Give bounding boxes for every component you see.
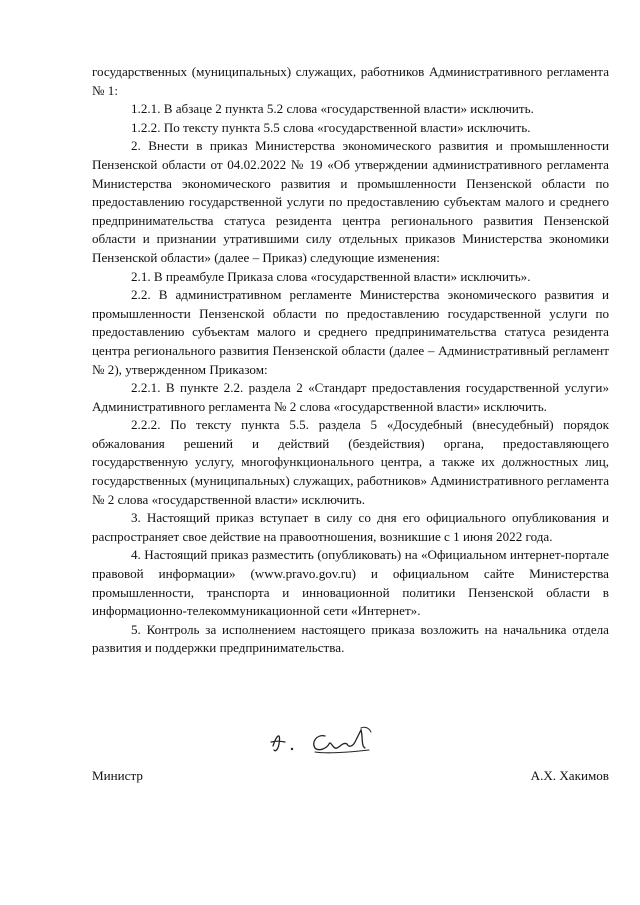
document-body [92, 63, 609, 658]
paragraph-1-2-2: 1.2.2. По тексту пункта 5.5 слова «государственной власти» исключить. [131, 119, 531, 135]
paragraph-continuation: государственных (муниципальных) служащих, работников Административного регламента № 1: [92, 64, 609, 98]
paragraph-2-2: 2.2. В административном регламенте Министерства экономического развития и промышленности Пензенской области по предоставлению государственной услуги по предоставлению субъектам малого и среднего предпринимательства статуса резидента центра регионального развития Пензенской области (далее – Административный регламент № 2), утвержденном Приказом: [92, 287, 609, 377]
paragraph-5: 5. Контроль за исполнением настоящего приказа возложить на начальника отдела развития и поддержки предпринимательства. [92, 621, 609, 656]
paragraph-2-2-1: 2.2.1. В пункте 2.2. раздела 2 «Стандарт предоставления государственной услуги» Административного регламента № 2 слова «государственной власти» исключить. [92, 380, 609, 414]
paragraph-2-2-2: 2.2.2. По тексту пункта 5.5. раздела 5 «Досудебный (внесудебный) порядок обжалования решений и действий (бездействия) органа, предоставляющего государственную услугу, многофункционального центра, а также их должностных лиц, государственных (муниципальных) служащих, работников» Административного регламента № 2 слова «государственной власти» исключить. [92, 417, 609, 507]
paragraph-4: 4. Настоящий приказ разместить (опубликовать) на «Официальном интернет-портале правовой информации» (www.pravo.gov.ru) и официальном сайте Министерства промышленности, транспорта и инновационной политики Пензенской области в информационно-телекоммуникационной сети «Интернет». [92, 547, 609, 619]
paragraph-1-2-1: 1.2.1. В абзаце 2 пункта 5.2 слова «государственной власти» исключить. [131, 101, 534, 117]
paragraph-3: 3. Настоящий приказ вступает в силу со дня его официального опубликования и распространяет свое действие на правоотношения, возникшие с 1 июня 2022 года. [92, 510, 609, 544]
signer-position: Министр [92, 768, 143, 783]
signer-name: А.Х. Хакимов [530, 768, 609, 783]
handwritten-signature [265, 724, 385, 764]
paragraph-2-1: 2.1. В преамбуле Приказа слова «государственной власти» исключить». [131, 268, 531, 284]
paragraph-2: 2. Внести в приказ Министерства экономического развития и промышленности Пензенской области от 04.02.2022 № 19 «Об утверждении административного регламента Министерства экономического развития и промышленности Пензенской области по предоставлению государственной услуги по предоставлению субъектам малого и среднего предпринимательства статуса резидента центра регионального развития Пензенской области и признании утратившими силу отдельных приказов Министерства экономики Пензенской области» (далее – Приказ) следующие изменения: [92, 138, 609, 265]
signature-row [92, 767, 609, 786]
